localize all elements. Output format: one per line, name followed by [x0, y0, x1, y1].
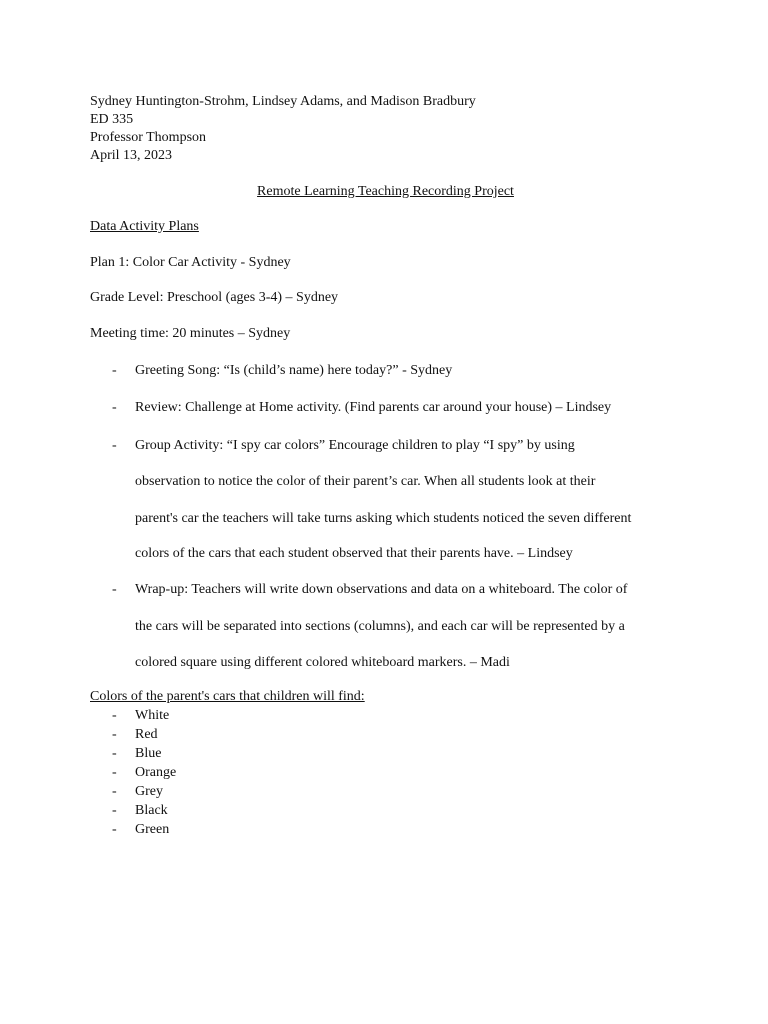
activity-text-line: the cars will be separated into sections (columns), and each car will be represented by a	[135, 619, 625, 634]
meeting-time-line: Meeting time: 20 minutes – Sydney	[90, 326, 291, 341]
grade-level-line: Grade Level: Preschool (ages 3-4) – Sydney	[90, 290, 339, 305]
activity-text-line: colors of the cars that each student observed that their parents have. – Lindsey	[135, 546, 573, 561]
bullet-dash: -	[112, 822, 117, 837]
activity-text-line: colored square using different colored whiteboard markers. – Madi	[135, 655, 510, 670]
authors-line: Sydney Huntington-Strohm, Lindsey Adams, and Madison Bradbury	[90, 94, 476, 109]
bullet-dash: -	[112, 803, 117, 818]
activity-text-line: parent's car the teachers will take turns asking which students noticed the seven different	[135, 511, 632, 526]
bullet-dash: -	[112, 438, 117, 453]
activity-text-line: Wrap-up: Teachers will write down observations and data on a whiteboard. The color of	[135, 582, 628, 597]
document-title	[0, 183, 768, 201]
document-title-text: Remote Learning Teaching Recording Project	[257, 184, 514, 199]
bullet-dash: -	[112, 708, 117, 723]
bullet-dash: -	[112, 765, 117, 780]
bullet-dash: -	[112, 746, 117, 761]
professor-line: Professor Thompson	[90, 130, 207, 145]
color-item: Blue	[135, 746, 162, 761]
plan-line: Plan 1: Color Car Activity - Sydney	[90, 255, 291, 270]
bullet-dash: -	[112, 363, 117, 378]
bullet-dash: -	[112, 727, 117, 742]
activity-text-line: Review: Challenge at Home activity. (Find parents car around your house) – Lindsey	[135, 400, 612, 415]
bullet-dash: -	[112, 784, 117, 799]
colors-heading: Colors of the parent's cars that children will find:	[90, 689, 365, 704]
color-item: Red	[135, 727, 158, 742]
bullet-dash: -	[112, 400, 117, 415]
date-line: April 13, 2023	[90, 148, 173, 163]
section-heading: Data Activity Plans	[90, 219, 199, 234]
color-item: Grey	[135, 784, 163, 799]
bullet-dash: -	[112, 582, 117, 597]
color-item: White	[135, 708, 170, 723]
activity-text-line: Greeting Song: “Is (child’s name) here today?” - Sydney	[135, 363, 453, 378]
course-line: ED 335	[90, 112, 134, 127]
activity-text-line: observation to notice the color of their parent’s car. When all students look at their	[135, 474, 596, 489]
color-item: Orange	[135, 765, 177, 780]
color-item: Black	[135, 803, 168, 818]
activity-text-line: Group Activity: “I spy car colors” Encourage children to play “I spy” by using	[135, 438, 575, 453]
color-item: Green	[135, 822, 170, 837]
